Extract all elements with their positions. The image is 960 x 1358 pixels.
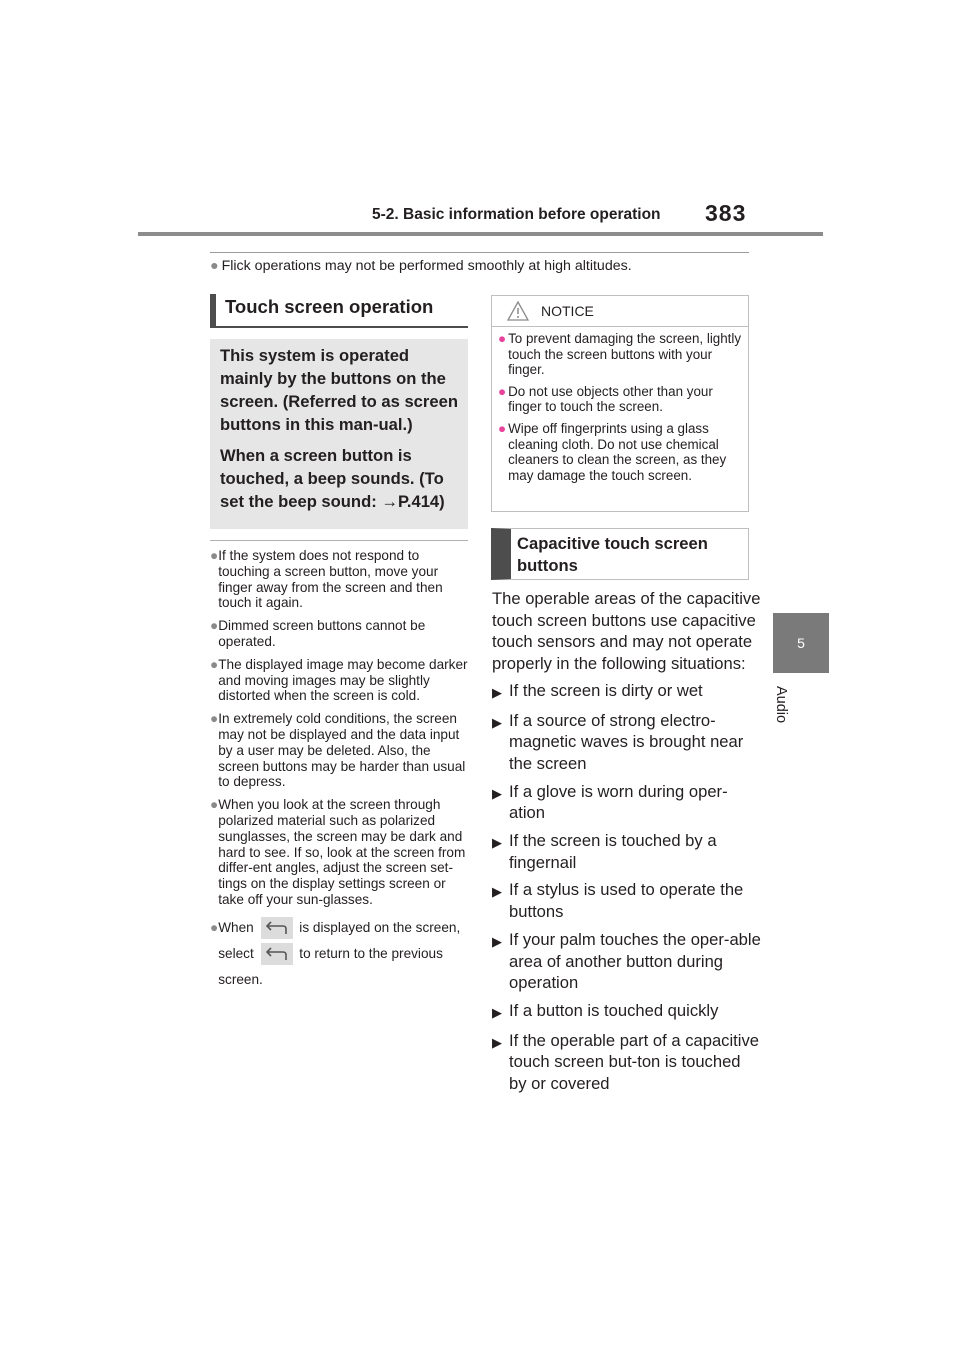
list-item-text: If a stylus is used to operate the buttons [509, 880, 744, 922]
arrow-right-icon: ▶ [492, 835, 502, 851]
list-item-text: If the screen is touched by a fingernail [509, 831, 717, 872]
list-item-text: If a source of strong electro-magnetic waves is brought near the screen [509, 710, 744, 773]
back-note-part2: is displayed on the screen, select [218, 919, 461, 961]
back-note-part1: When [218, 919, 254, 935]
circle-bullet-icon: ● [498, 383, 507, 399]
touch-section-title: Touch screen operation [210, 294, 468, 328]
list-item-text [218, 915, 472, 993]
arrow-right-icon: ▶ [492, 785, 502, 801]
list-item-text: If the system does not respond to touching a screen button, move your finger away from the screen and then touch it again. [218, 548, 443, 611]
list-item [210, 657, 472, 704]
list-item-text: When you look at the screen through polarized material such as polarized sunglasses, the screen may be dark and hard to see. If so, look at the screen from differ-ent angles, adjust the screen set-tings on the display settings screen or take off your sun-glasses. [218, 797, 466, 907]
list-item [492, 710, 762, 775]
list-item-text: In extremely cold conditions, the screen may not be displayed and the data input by a user may be deleted. Also, the screen buttons may be harder than usual to depress. [218, 711, 466, 790]
list-item-text: If a glove is worn during oper-ation [509, 781, 728, 823]
chapter-tab: 5 [773, 613, 829, 673]
list-item-text: If a button is touched quickly [509, 1000, 719, 1020]
list-item [210, 711, 472, 790]
notice-body [492, 327, 748, 483]
warning-triangle-icon [507, 301, 529, 321]
circle-bullet-icon: ● [210, 618, 219, 634]
list-item [492, 1030, 762, 1095]
list-item [498, 384, 742, 415]
top-note [210, 258, 632, 274]
top-note-text: Flick operations may not be performed smoothly at high altitudes. [221, 258, 632, 274]
list-item [498, 331, 742, 378]
list-item-text: Do not use objects other than your finger to touch the screen. [508, 383, 713, 415]
circle-bullet-icon: ● [210, 258, 219, 274]
capacitive-situation-list [492, 680, 762, 1095]
list-item [498, 421, 742, 483]
arrow-right-icon: ▶ [492, 933, 502, 949]
chapter-label [770, 686, 792, 766]
circle-bullet-icon: ● [210, 548, 219, 563]
list-item-text: Wipe off fingerprints using a glass cleaning cloth. Do not use chemical cleaners to clean the screen, as they may damage the touch screen. [508, 420, 727, 483]
list-item-text: The displayed image may become darker and moving images may be slightly distorted when the screen is cold. [218, 656, 468, 704]
list-item-text: If the screen is dirty or wet [509, 680, 703, 700]
touch-intro-p2-prefix: When a screen button is touched, a beep sounds. (To set the beep sound: [220, 446, 444, 511]
touch-notes-list [210, 548, 472, 1000]
circle-bullet-icon: ● [210, 711, 219, 727]
arrow-right-icon: ▶ [492, 884, 502, 900]
arrow-right-icon: ▶ [492, 684, 502, 700]
back-arrow-icon [261, 917, 293, 939]
list-item-text: Dimmed screen buttons cannot be operated. [218, 618, 426, 649]
list-item [210, 618, 472, 650]
list-item [492, 781, 762, 824]
reference-arrow-icon: → [381, 492, 398, 511]
chapter-label-text: Audio [773, 686, 789, 724]
circle-bullet-icon: ● [498, 420, 507, 436]
page-number: 383 [705, 200, 747, 226]
page-reference-link[interactable]: P.414) [397, 492, 445, 511]
top-note-rule [210, 252, 749, 253]
circle-bullet-icon: ● [210, 919, 219, 935]
list-item [492, 830, 762, 873]
touch-intro-box [210, 339, 468, 529]
list-item [492, 929, 762, 994]
capacitive-section-title: Capacitive touch screen buttons [491, 528, 749, 580]
touch-intro-p2 [220, 444, 460, 513]
arrow-right-icon: ▶ [492, 714, 502, 730]
list-item [492, 879, 762, 922]
circle-bullet-icon: ● [498, 331, 507, 346]
list-item-back-button [210, 915, 472, 993]
circle-bullet-icon: ● [210, 797, 219, 813]
capacitive-content [492, 588, 762, 1101]
capacitive-intro: The operable areas of the capacitive touch screen buttons use capacitive touch sensors and may not operate properly in the following situations: [492, 589, 761, 674]
notice-box [491, 295, 749, 512]
arrow-right-icon: ▶ [492, 1004, 502, 1020]
section-header-title: 5-2. Basic information before operation [372, 206, 661, 223]
list-item-text: If the operable part of a capacitive touch screen but-ton is touched by or covered [509, 1030, 759, 1094]
arrow-right-icon: ▶ [492, 1034, 502, 1050]
section-separator [210, 540, 468, 541]
list-item [210, 548, 472, 611]
list-item-text: If your palm touches the oper-able area of another button during operation [509, 929, 761, 993]
header-rule [138, 232, 823, 236]
list-item [492, 1000, 762, 1024]
list-item [492, 680, 762, 704]
circle-bullet-icon: ● [210, 656, 219, 672]
touch-intro-p1: This system is operated mainly by the buttons on the screen. (Referred to as screen buttons in this man-ual.) [220, 346, 458, 434]
back-note-part3: to return to the previous screen. [218, 945, 443, 987]
back-arrow-icon [261, 943, 293, 965]
list-item [210, 797, 472, 908]
list-item-text: To prevent damaging the screen, lightly touch the screen buttons with your finger. [508, 331, 742, 378]
notice-label: NOTICE [541, 303, 594, 319]
notice-header [492, 296, 748, 327]
